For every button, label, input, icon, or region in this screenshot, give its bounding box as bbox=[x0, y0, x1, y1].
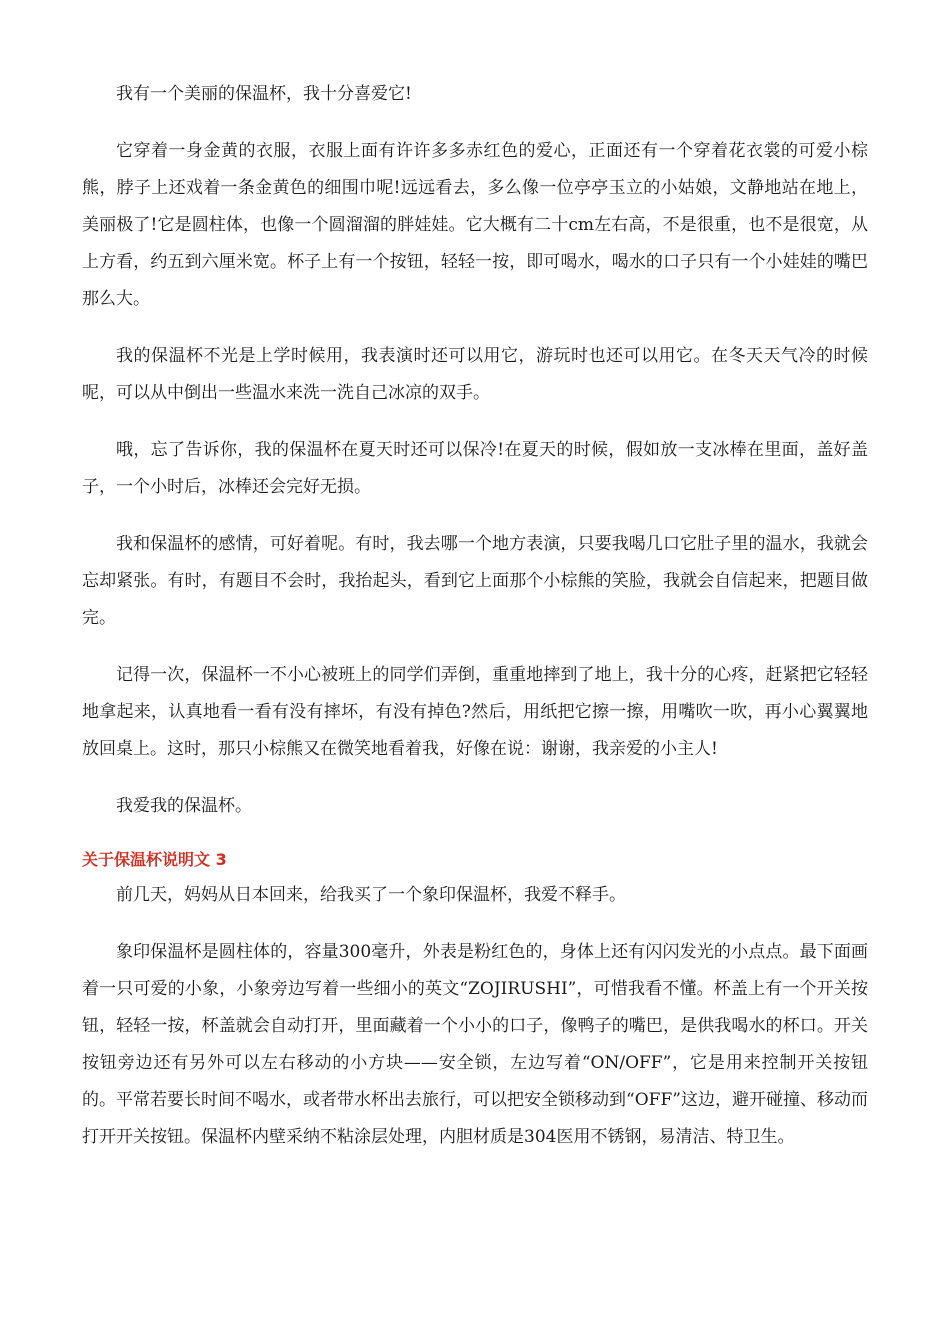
paragraph-gift: 前几天，妈妈从日本回来，给我买了一个象印保温杯，我爱不释手。 bbox=[116, 885, 626, 905]
paragraph-appearance: 它穿着一身金黄的衣服，衣服上面有许许多多赤红色的爱心，正面还有一个穿着花衣裳的可爱小棕熊，脖子上还戏着一条金黄色的细围巾呢!远远看去，多么像一位亭亭玉立的小姑娘，文静地站在地上，美丽极了!它是圆柱体，也像一个圆溜溜的胖娃娃。它大概有二十cm左右高，不是很重，也不是很宽，从上方看，约五到六厘米宽。杯子上有一个按钮，轻轻一按，即可喝水，喝水的口子只有一个小娃娃的嘴巴那么大。 bbox=[82, 141, 868, 309]
document-body bbox=[82, 76, 868, 1176]
paragraph-usage: 我的保温杯不光是上学时候用，我表演时还可以用它，游玩时也还可以用它。在冬天天气冷的时候呢，可以从中倒出一些温水来洗一洗自己冰凉的双手。 bbox=[82, 346, 868, 403]
paragraph-keep-cold: 哦，忘了告诉你，我的保温杯在夏天时还可以保冷!在夏天的时候，假如放一支冰棒在里面，盖好盖子，一个小时后，冰棒还会完好无损。 bbox=[82, 440, 868, 497]
paragraph-memory: 记得一次，保温杯一不小心被班上的同学们弄倒，重重地摔到了地上，我十分的心疼，赶紧把它轻轻地拿起来，认真地看一看有没有摔坏，有没有掉色?然后，用纸把它擦一擦，用嘴吹一吹，再小心翼翼地放回桌上。这时，那只小棕熊又在微笑地看着我，好像在说：谢谢，我亲爱的小主人! bbox=[82, 665, 868, 759]
paragraph-conclusion: 我爱我的保温杯。 bbox=[116, 796, 252, 816]
paragraph-feelings: 我和保温杯的感情，可好着呢。有时，我去哪一个地方表演，只要我喝几口它肚子里的温水，我就会忘却紧张。有时，有题目不会时，我抬起头，看到它上面那个小棕熊的笑脸，我就会自信起来，把题目做完。 bbox=[82, 534, 868, 628]
paragraph-description: 象印保温杯是圆柱体的，容量300毫升，外表是粉红色的，身体上还有闪闪发光的小点点。最下面画着一只可爱的小象，小象旁边写着一些细小的英文“ZOJIRUSHI”，可惜我看不懂。杯盖上有一个开关按钮，轻轻一按，杯盖就会自动打开，里面藏着一个小小的口子，像鸭子的嘴巴，是供我喝水的杯口。开关按钮旁边还有另外可以左右移动的小方块——安全锁，左边写着“ON/OFF”，它是用来控制开关按钮的。平常若要长时间不喝水，或者带水杯出去旅行，可以把安全锁移动到“OFF”这边，避开碰撞、移动而打开开关按钮。保温杯内壁采纳不粘涂层处理，内胆材质是304医用不锈钢，易清洁、特卫生。 bbox=[82, 942, 868, 1147]
paragraph-intro: 我有一个美丽的保温杯，我十分喜爱它! bbox=[116, 84, 412, 104]
section-heading: 关于保温杯说明文 3 bbox=[82, 850, 227, 869]
